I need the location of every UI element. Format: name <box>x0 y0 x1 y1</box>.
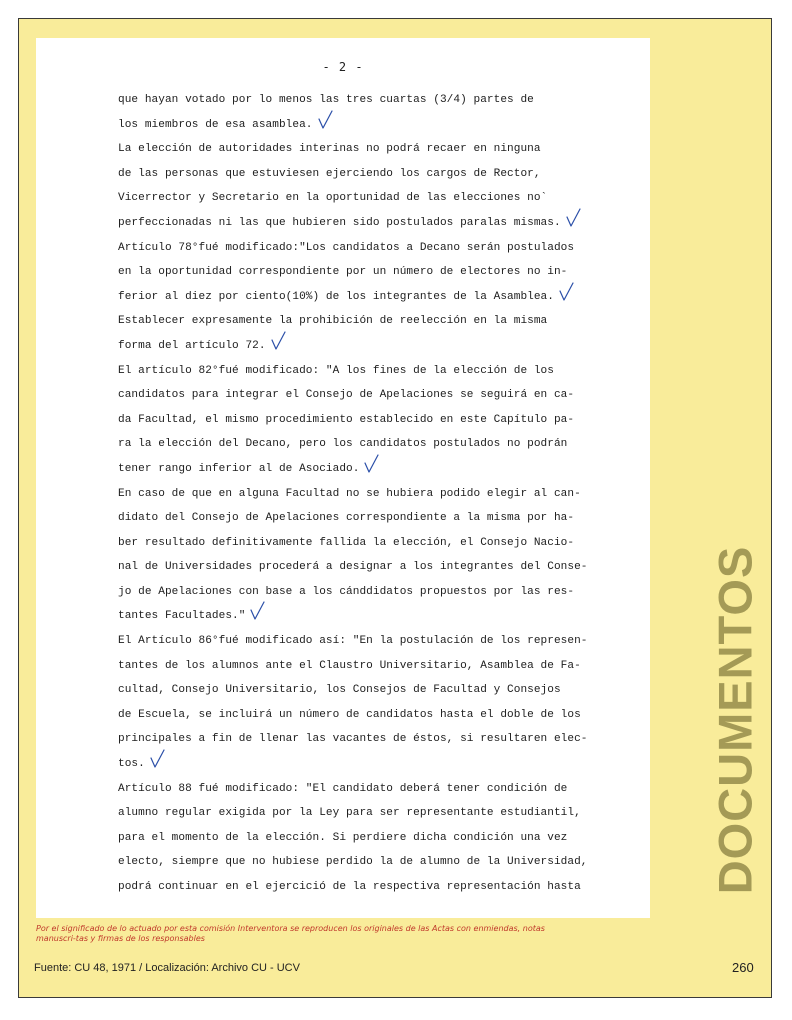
document-line <box>118 826 638 851</box>
document-line <box>118 113 638 138</box>
line-text: ber resultado definitivamente fallida la elección, el Consejo Nacio- <box>118 536 575 549</box>
document-line <box>118 236 638 261</box>
document-line <box>118 457 638 482</box>
line-text: perfeccionadas ni las que hubieren sido postulados paralas mismas. <box>118 216 561 229</box>
line-text: candidatos para integrar el Consejo de Apelaciones se seguirá en ca- <box>118 389 575 402</box>
document-line <box>118 801 638 826</box>
page-number: 260 <box>732 960 754 975</box>
line-text: electo, siempre que no hubiese perdido la de alumno de la Universidad, <box>118 856 588 869</box>
document-line <box>118 752 638 777</box>
document-line <box>118 309 638 334</box>
section-label: DOCUMENTOS <box>708 545 762 895</box>
handwritten-check-icon <box>363 457 379 473</box>
document-line <box>118 777 638 802</box>
document-line <box>118 482 638 507</box>
document-line <box>118 211 638 236</box>
line-text: Artículo 88 fué modificado: "El candidato deberá tener condición de <box>118 782 568 795</box>
line-text: En caso de que en alguna Facultad no se hubiera podido elegir al can- <box>118 487 581 500</box>
document-line <box>118 580 638 605</box>
document-line <box>118 88 638 113</box>
page-marker: - 2 - <box>322 60 364 74</box>
document-line <box>118 359 638 384</box>
line-text: da Facultad, el mismo procedimiento establecido en este Capítulo pa- <box>118 413 575 426</box>
line-text: forma del artículo 72. <box>118 339 266 352</box>
line-text: ferior al diez por ciento(10%) de los integrantes de la Asamblea. <box>118 290 554 303</box>
handwritten-check-icon <box>249 604 265 620</box>
document-line <box>118 531 638 556</box>
document-line <box>118 555 638 580</box>
document-line <box>118 506 638 531</box>
document-text <box>118 88 638 900</box>
line-text: alumno regular exigida por la Ley para ser representante estudiantil, <box>118 807 581 820</box>
line-text: Artículo 78°fué modificado:"Los candidatos a Decano serán postulados <box>118 241 575 254</box>
line-text: El Artículo 86°fué modificado así: "En la postulación de los represen- <box>118 635 588 648</box>
line-text: La elección de autoridades interinas no podrá recaer en ninguna <box>118 143 541 156</box>
line-text: que hayan votado por lo menos las tres cuartas (3/4) partes de <box>118 94 534 106</box>
document-line <box>118 629 638 654</box>
line-text: tos. <box>118 758 145 771</box>
line-text: ra la elección del Decano, pero los candidatos postulados no podrán <box>118 438 568 451</box>
document-line <box>118 703 638 728</box>
document-line <box>118 727 638 752</box>
document-line <box>118 604 638 629</box>
handwritten-check-icon <box>317 113 333 129</box>
document-line <box>118 137 638 162</box>
section-label-container <box>700 520 770 920</box>
document-line <box>118 334 638 359</box>
document-line <box>118 654 638 679</box>
document-line <box>118 678 638 703</box>
document-line <box>118 383 638 408</box>
line-text: de las personas que estuviesen ejerciendo los cargos de Rector, <box>118 167 541 180</box>
line-text: los miembros de esa asamblea. <box>118 118 313 131</box>
line-text: Establecer expresamente la prohibición de reelección en la misma <box>118 315 548 328</box>
line-text: cultad, Consejo Universitario, los Consejos de Facultad y Consejos <box>118 684 561 697</box>
source-citation: Fuente: CU 48, 1971 / Localización: Archivo CU - UCV <box>34 962 300 974</box>
line-text: El artículo 82°fué modificado: "A los fines de la elección de los <box>118 364 554 377</box>
line-text: principales a fin de llenar las vacantes de éstos, si resultaren elec- <box>118 733 588 746</box>
line-text: nal de Universidades procederá a designar a los integrantes del Conse- <box>118 561 588 574</box>
caption: Por el significado de lo actuado por esta comisión Interventora se reproducen los originales de las Actas con enmiendas, notas manuscri-tas y firmas de los responsables <box>36 924 545 943</box>
line-text: tantes de los alumnos ante el Claustro Universitario, Asamblea de Fa- <box>118 659 581 672</box>
handwritten-check-icon <box>270 334 286 350</box>
handwritten-check-icon <box>565 211 581 227</box>
document-line <box>118 850 638 875</box>
scanned-document <box>36 38 650 918</box>
line-text: en la oportunidad correspondiente por un número de electores no in- <box>118 266 568 279</box>
line-text: jo de Apelaciones con base a los cánddidatos propuestos por las res- <box>118 585 575 598</box>
line-text: tantes Facultades." <box>118 610 246 623</box>
handwritten-check-icon <box>558 285 574 301</box>
line-text: podrá continuar en el ejercició de la respectiva representación hasta <box>118 881 581 893</box>
handwritten-check-icon <box>149 752 165 768</box>
document-line <box>118 408 638 433</box>
document-line <box>118 285 638 310</box>
line-text: tener rango inferior al de Asociado. <box>118 462 360 475</box>
line-text: Vicerrector y Secretario en la oportunidad de las elecciones no` <box>118 192 548 205</box>
document-line <box>118 186 638 211</box>
line-text: didato del Consejo de Apelaciones correspondiente a la misma por ha- <box>118 512 575 525</box>
document-line <box>118 162 638 187</box>
line-text: para el momento de la elección. Si perdiere dicha condición una vez <box>118 831 568 844</box>
line-text: de Escuela, se incluirá un número de candidatos hasta el doble de los <box>118 708 581 721</box>
document-line <box>118 875 638 900</box>
